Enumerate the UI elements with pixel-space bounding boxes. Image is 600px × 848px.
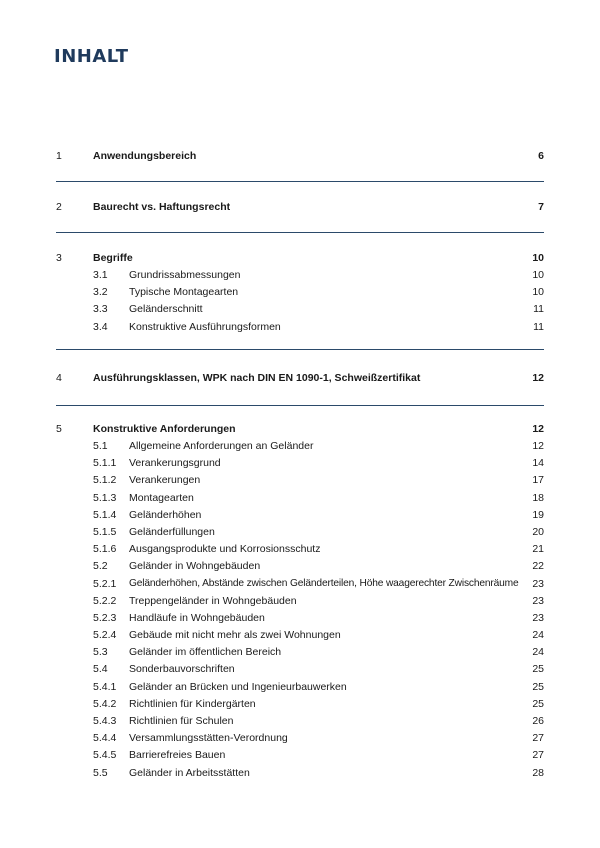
toc-subentry-label: Richtlinien für Schulen xyxy=(129,715,234,727)
toc-subentry-number: 5.1.4 xyxy=(93,508,117,521)
toc-subentry[interactable] xyxy=(56,715,544,732)
section-divider xyxy=(56,349,544,350)
toc-subentry-label: Geländer in Arbeitsstätten xyxy=(129,766,250,779)
toc-subentry-number: 3.4 xyxy=(93,320,108,333)
toc-subentry-label: Gebäude mit nicht mehr als zwei Wohnungen xyxy=(129,629,341,642)
toc-subentry-number: 5.4 xyxy=(93,663,108,676)
toc-subentry-number: 3.1 xyxy=(93,269,108,281)
toc-subentry-number: 3.2 xyxy=(93,286,108,299)
section-divider xyxy=(56,405,544,406)
toc-subentry-page: 25 xyxy=(532,663,544,676)
toc-subentry[interactable] xyxy=(56,646,544,663)
toc-subentry[interactable] xyxy=(56,698,544,715)
toc-subentry[interactable] xyxy=(56,732,544,749)
toc-subentry-label: Geländer im öffentlichen Bereich xyxy=(129,646,282,659)
toc-section-1 xyxy=(56,150,544,166)
toc-subentry-label: Montagearten xyxy=(129,491,194,504)
toc-subentry-page: 14 xyxy=(532,457,544,470)
toc-subentry-number: 5.1 xyxy=(93,440,108,452)
toc-subentry-page: 23 xyxy=(532,577,544,590)
toc-subentry-label: Geländerschnitt xyxy=(129,303,203,316)
toc-entry-label: Konstruktive Anforderungen xyxy=(93,423,236,435)
toc-subentry-page: 11 xyxy=(533,320,544,333)
toc-subentry-number: 5.2.4 xyxy=(93,629,117,642)
toc-entry[interactable] xyxy=(56,201,544,217)
toc-section-3 xyxy=(56,252,544,338)
toc-subentry-page: 27 xyxy=(532,749,544,762)
toc-subentry-number: 5.1.2 xyxy=(93,474,117,487)
toc-subentry[interactable] xyxy=(56,303,544,320)
toc-subentry-number: 5.4.1 xyxy=(93,680,117,693)
toc-entry-number: 4 xyxy=(56,372,62,384)
toc-subentry-number: 5.4.4 xyxy=(93,732,117,745)
toc-subentry-number: 5.1.6 xyxy=(93,543,117,556)
toc-subentry-page: 19 xyxy=(532,508,544,521)
toc-subentry-page: 25 xyxy=(532,680,544,693)
toc-subentry-page: 21 xyxy=(532,543,544,556)
toc-subentry[interactable] xyxy=(56,543,544,560)
toc-subentry[interactable] xyxy=(56,321,544,338)
toc-subentry-page: 11 xyxy=(533,303,544,316)
toc-section-4 xyxy=(56,372,544,388)
toc-entry-label: Ausführungsklassen, WPK nach DIN EN 1090-1, Schweißzertifikat xyxy=(93,372,421,384)
toc-subentry[interactable] xyxy=(56,629,544,646)
page-title: INHALT xyxy=(54,46,129,67)
toc-subentry-label: Verankerungsgrund xyxy=(129,457,221,470)
toc-subentry-label: Verankerungen xyxy=(129,474,201,487)
toc-subentry-number: 5.2 xyxy=(93,560,108,573)
toc-subentry-number: 5.2.1 xyxy=(93,577,117,590)
toc-subentry-number: 5.1.3 xyxy=(93,491,117,504)
toc-entry-page: 10 xyxy=(532,252,544,264)
toc-section-5 xyxy=(56,423,544,784)
toc-subentry-number: 5.4.2 xyxy=(93,697,117,710)
toc-subentry[interactable] xyxy=(56,269,544,286)
toc-entry[interactable] xyxy=(56,150,544,166)
toc-subentry-page: 28 xyxy=(532,766,544,779)
section-divider xyxy=(56,232,544,233)
toc-subentry[interactable] xyxy=(56,457,544,474)
toc-subentry-label: Geländerfüllungen xyxy=(129,525,215,538)
toc-subentry[interactable] xyxy=(56,578,544,595)
toc-subentry-label: Grundrissabmessungen xyxy=(129,269,241,281)
toc-entry-label: Begriffe xyxy=(93,252,133,264)
toc-entry-page: 7 xyxy=(538,201,544,213)
toc-subentry-number: 5.4.3 xyxy=(93,715,117,727)
toc-subentry[interactable] xyxy=(56,595,544,612)
toc-subentry-number: 5.3 xyxy=(93,646,108,659)
toc-subentry-page: 23 xyxy=(532,611,544,624)
toc-subentry-number: 3.3 xyxy=(93,303,108,316)
toc-subentry[interactable] xyxy=(56,681,544,698)
toc-section-2 xyxy=(56,201,544,217)
toc-entry[interactable] xyxy=(56,423,544,439)
toc-subentry[interactable] xyxy=(56,612,544,629)
toc-subentry-page: 25 xyxy=(532,697,544,710)
toc-subentry-label: Sonderbauvorschriften xyxy=(129,663,235,676)
toc-subentry-page: 26 xyxy=(532,715,544,727)
toc-subentry-page: 24 xyxy=(532,629,544,642)
toc-subentry-label: Ausgangsprodukte und Korrosionsschutz xyxy=(129,543,321,556)
toc-entry-number: 5 xyxy=(56,423,62,435)
toc-subentry[interactable] xyxy=(56,560,544,577)
toc-entry-label: Baurecht vs. Haftungsrecht xyxy=(93,201,231,213)
toc-subentry-page: 17 xyxy=(532,474,544,487)
toc-subentry-page: 10 xyxy=(532,269,544,281)
section-divider xyxy=(56,181,544,182)
toc-subentry-label: Barrierefreies Bauen xyxy=(129,749,226,762)
toc-subentry-label: Treppengeländer in Wohngebäuden xyxy=(129,594,297,607)
toc-entry-page: 12 xyxy=(532,423,544,435)
toc-entry-number: 3 xyxy=(56,252,62,264)
toc-subentry-label: Allgemeine Anforderungen an Geländer xyxy=(129,440,314,452)
toc-entry-page: 12 xyxy=(532,372,544,384)
toc-entry[interactable] xyxy=(56,372,544,388)
toc-subentry-label: Versammlungsstätten-Verordnung xyxy=(129,732,288,745)
toc-subentry-page: 12 xyxy=(532,440,544,452)
toc-subentry-page: 22 xyxy=(532,560,544,573)
toc-entry[interactable] xyxy=(56,252,544,268)
toc-entry-number: 2 xyxy=(56,201,62,213)
toc-subentry-label: Geländerhöhen, Abstände zwischen Geländerteilen, Höhe waagerechter Zwischenräume xyxy=(129,577,519,589)
toc-subentry-page: 24 xyxy=(532,646,544,659)
toc-subentry-label: Konstruktive Ausführungsformen xyxy=(129,320,281,333)
toc-subentry[interactable] xyxy=(56,663,544,680)
toc-subentry-page: 27 xyxy=(532,732,544,745)
toc-subentry-label: Richtlinien für Kindergärten xyxy=(129,697,256,710)
toc-subentry-number: 5.4.5 xyxy=(93,749,117,762)
toc-entry-number: 1 xyxy=(56,150,62,162)
toc-subentry-number: 5.2.2 xyxy=(93,594,117,607)
toc-subentry-page: 10 xyxy=(532,286,544,299)
toc-subentry[interactable] xyxy=(56,749,544,766)
toc-subentry[interactable] xyxy=(56,286,544,303)
toc-subentry-page: 20 xyxy=(532,525,544,538)
toc-subentry-label: Geländer in Wohngebäuden xyxy=(129,560,261,573)
toc-subentry[interactable] xyxy=(56,440,544,457)
toc-subentry[interactable] xyxy=(56,474,544,491)
toc-subentry-number: 5.2.3 xyxy=(93,611,117,624)
toc-subentry-label: Geländer an Brücken und Ingenieurbauwerken xyxy=(129,680,347,693)
toc-subentry-page: 23 xyxy=(532,594,544,607)
toc-subentry-page: 18 xyxy=(532,491,544,504)
toc-subentry-label: Handläufe in Wohngebäuden xyxy=(129,611,265,624)
toc-subentry-number: 5.5 xyxy=(93,766,108,779)
toc-subentry[interactable] xyxy=(56,526,544,543)
toc-subentry-number: 5.1.1 xyxy=(93,457,117,470)
toc-subentry-label: Geländerhöhen xyxy=(129,508,202,521)
toc-entry-page: 6 xyxy=(538,150,544,162)
toc-subentry-label: Typische Montagearten xyxy=(129,286,239,299)
toc-subentry[interactable] xyxy=(56,492,544,509)
toc-subentry[interactable] xyxy=(56,767,544,784)
toc-subentry[interactable] xyxy=(56,509,544,526)
toc-entry-label: Anwendungsbereich xyxy=(93,150,197,162)
toc-subentry-number: 5.1.5 xyxy=(93,525,117,538)
